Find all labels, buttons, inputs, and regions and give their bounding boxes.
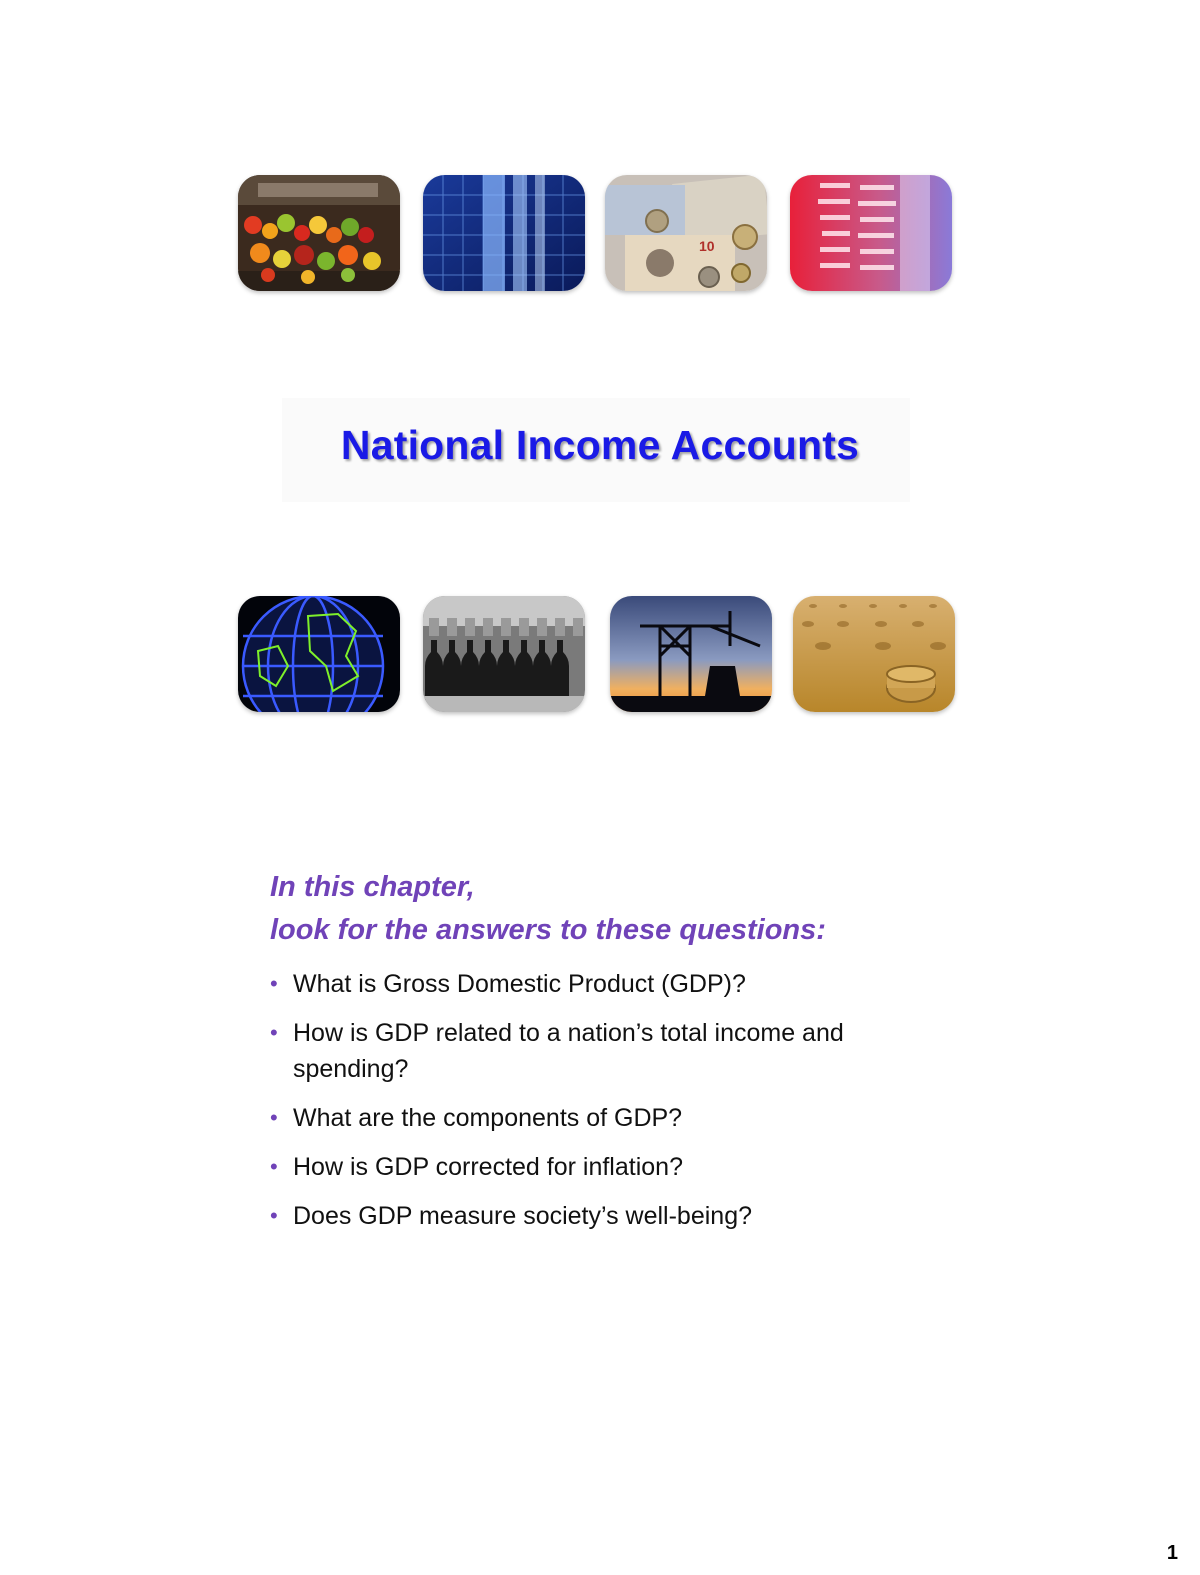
globe-grid-image xyxy=(238,596,400,712)
hay-bales-field-image xyxy=(793,596,955,712)
question-text: Does GDP measure society’s well-being? xyxy=(293,1202,753,1230)
intro-line-2: look for the answers to these questions: xyxy=(270,914,826,946)
bullet-icon: • xyxy=(270,971,278,996)
bullet-icon: • xyxy=(270,1020,278,1045)
bullet-icon: • xyxy=(270,1203,278,1228)
question-text: How is GDP related to a nation’s total income and spending? xyxy=(293,1019,844,1083)
question-text: How is GDP corrected for inflation? xyxy=(293,1153,683,1181)
list-item xyxy=(270,1100,930,1136)
stock-ticker-board-image xyxy=(790,175,952,291)
list-item xyxy=(270,966,930,1002)
page-number: 1 xyxy=(1166,1542,1178,1564)
list-item xyxy=(270,1149,930,1185)
bottling-line-image xyxy=(423,596,585,712)
blue-bar-chart-image xyxy=(423,175,585,291)
bullet-icon: • xyxy=(270,1105,278,1130)
list-item xyxy=(270,1198,930,1234)
chapter-intro xyxy=(270,866,826,952)
market-produce-image xyxy=(238,175,400,291)
port-crane-silhouette-image xyxy=(610,596,772,712)
intro-line-1: In this chapter, xyxy=(270,871,475,903)
page-title: National Income Accounts xyxy=(340,422,860,468)
list-item xyxy=(270,1015,930,1087)
question-text: What are the components of GDP? xyxy=(293,1104,683,1132)
question-text: What is Gross Domestic Product (GDP)? xyxy=(293,970,746,998)
question-list xyxy=(270,966,930,1247)
bullet-icon: • xyxy=(270,1154,278,1179)
currency-label: 10 xyxy=(699,238,715,254)
currency-notes-coins-image xyxy=(605,175,767,291)
